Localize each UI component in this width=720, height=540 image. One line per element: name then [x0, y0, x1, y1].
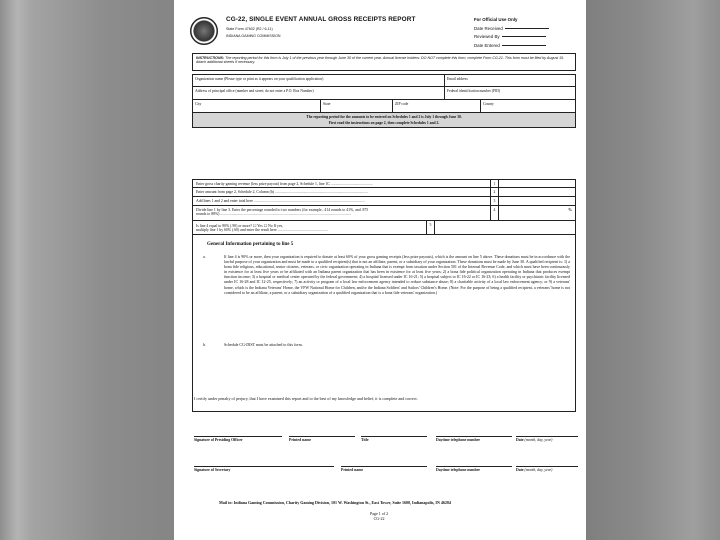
- org-name-field[interactable]: Organization name (Please type or print as it appears on your qualification application): [193, 75, 445, 86]
- secretary-printed-name-field[interactable]: Printed name: [341, 466, 427, 472]
- reviewed-by-row: Reviewed By: [474, 33, 549, 42]
- reporting-period-banner: The reporting period for the amounts to be entered on Schedules 1 and 2 is July 1 through June 30. First read the instructions on page 2, then complete Schedules 1 and 2.: [192, 113, 576, 128]
- page-footer: [370, 511, 388, 521]
- email-field[interactable]: Email address: [447, 76, 468, 81]
- instructions-box: INSTRUCTIONS: The reporting period for this form is July 1 of the previous year through June 30 of the current year. Annual license holders: DO NOT complete this form; complete Form CG-21. This form must be filed by August 15. Attach additional sheets if necessary.: [192, 53, 576, 71]
- line-4: Divide line 1 by line 3. Enter the percentage rounded to two numbers (for example, .414 rounds to 41%, and .875 rounds to 88%) .......................................................................................................................................... 4 %: [192, 206, 576, 221]
- address-field[interactable]: Address of principal office (number and street; do not enter a P.O. Box Number): [193, 87, 445, 99]
- official-use-box: [474, 16, 549, 50]
- city-row: [192, 100, 576, 113]
- organization-info-grid: [192, 74, 576, 128]
- right-background-panel: [586, 0, 720, 540]
- general-information-section: [192, 232, 576, 412]
- address-row: [192, 87, 576, 100]
- fein-field[interactable]: Federal identification number (FID): [447, 88, 501, 93]
- date-entered-field[interactable]: [502, 44, 546, 46]
- mailing-address: Mail to: Indiana Gaming Commission, Charity Gaming Division, 101 W. Washington St., East Tower, Suite 1600, Indianapolis, IN 46204: [219, 500, 451, 505]
- left-background-panel: [0, 0, 174, 540]
- reviewed-by-field[interactable]: [502, 35, 546, 37]
- state-field[interactable]: State: [321, 100, 393, 112]
- presiding-date-field[interactable]: Date (month, day, year): [516, 436, 578, 442]
- state-form-number: State Form 47602 (R2 / 6-11): [226, 27, 273, 31]
- secretary-date-field[interactable]: Date (month, day, year): [516, 466, 578, 472]
- form-page: [174, 0, 586, 540]
- item-a-text: If line 4 is 90% or more, then your organization is required to donate at least 60% of your gross gaming receipts (less prize payouts), which is the amount on line 5 above. These donations must be in accordance with the lawful purpose of your organization and must be made to a qualified recipient(s) that is not an affiliate, parent, or a subsidiary of your organization. These donations must be made by June 30. A qualified recipient is: 1) a bona fide religious, educational, senior citizens, veterans, or civic organization operating in Indiana that is exempt from taxation under Section 501 of the Internal Revenue Code, and which must have been continuously in existence for at least five years or be affiliated with an Indiana parent organization that has been in existence for at least five years; 2) a bona fide political organization operating in Indiana that produces exempt function income; 3) a hospital or medical center operated by the federal government; 4) a hospital licensed under IC 16-21; 5) a hospital subject to IC 16-22 or IC 16-23; 6) a health facility or psychiatric facility licensed under IC 16-28 and IC 12-25, respectively; 7) an activity or program of a local law enforcement agency intended to reduce substance abuse; 8) a charitable activity of a local law enforcement agency; or 9) a veterans' home, which is the Indiana Veterans' Home, the VFW National Home for Children, and/or the Indiana Soldiers' and Sailors' Children's Home. (Note: For the purpose of being a qualified recipient, a veterans' home is not considered to be an affiliate, a parent, or a subsidiary organization of a qualified organization that is a bona fide veterans' organization.): [224, 254, 570, 295]
- zip-field[interactable]: ZIP code: [393, 100, 481, 112]
- org-name-row: [192, 74, 576, 87]
- line-5: Is line 4 equal to 90% (.90) or more? ☐ Yes ☐ No If yes, multiply line 1 by 60% (.60) and enter the result here ..................................................... 5: [192, 221, 576, 235]
- form-code: CG-22: [373, 516, 385, 521]
- item-a-label: a.: [203, 254, 206, 259]
- agency-name: INDIANA GAMING COMMISSION: [226, 34, 281, 38]
- official-use-heading: For Official Use Only: [474, 17, 518, 22]
- certification-statement: I certify under penalty of perjury, that I have examined this report and to the best of my knowledge and belief, it is complete and correct.: [194, 396, 418, 401]
- calculation-lines: [192, 179, 576, 235]
- presiding-officer-signature-field[interactable]: Signature of Presiding Officer: [194, 436, 282, 442]
- line-1: Enter gross charity gaming revenue (less prize payout) from page 2, Schedule 1, line 1C ............................................ 1: [192, 179, 576, 188]
- page-number: Page 1 of 2: [370, 511, 389, 516]
- title-field[interactable]: Title: [361, 436, 427, 442]
- form-title: CG-22, SINGLE EVENT ANNUAL GROSS RECEIPTS REPORT: [226, 16, 416, 23]
- secretary-phone-field[interactable]: Daytime telephone number: [436, 466, 512, 472]
- presiding-phone-field[interactable]: Daytime telephone number: [436, 436, 512, 442]
- date-received-row: Date Received: [474, 25, 549, 34]
- county-field[interactable]: County: [483, 101, 494, 106]
- date-received-field[interactable]: [505, 27, 549, 29]
- date-entered-row: Date Entered: [474, 42, 549, 51]
- item-b-label: b.: [203, 342, 206, 347]
- line-2: Enter amount from page 2, Schedule 2, Column (h) .................................................................................................. 2: [192, 188, 576, 197]
- city-field[interactable]: City: [193, 100, 321, 112]
- state-seal-icon: [190, 17, 218, 45]
- secretary-signature-field[interactable]: Signature of Secretary: [194, 466, 334, 472]
- line-3: Add lines 1 and 2 and enter total here ..................................................................................................................... 3: [192, 197, 576, 206]
- general-info-heading: General Information pertaining to line 5: [207, 242, 294, 247]
- item-b-text: Schedule CG-DIST must be attached to this form.: [224, 342, 303, 347]
- presiding-printed-name-field[interactable]: Printed name: [289, 436, 355, 442]
